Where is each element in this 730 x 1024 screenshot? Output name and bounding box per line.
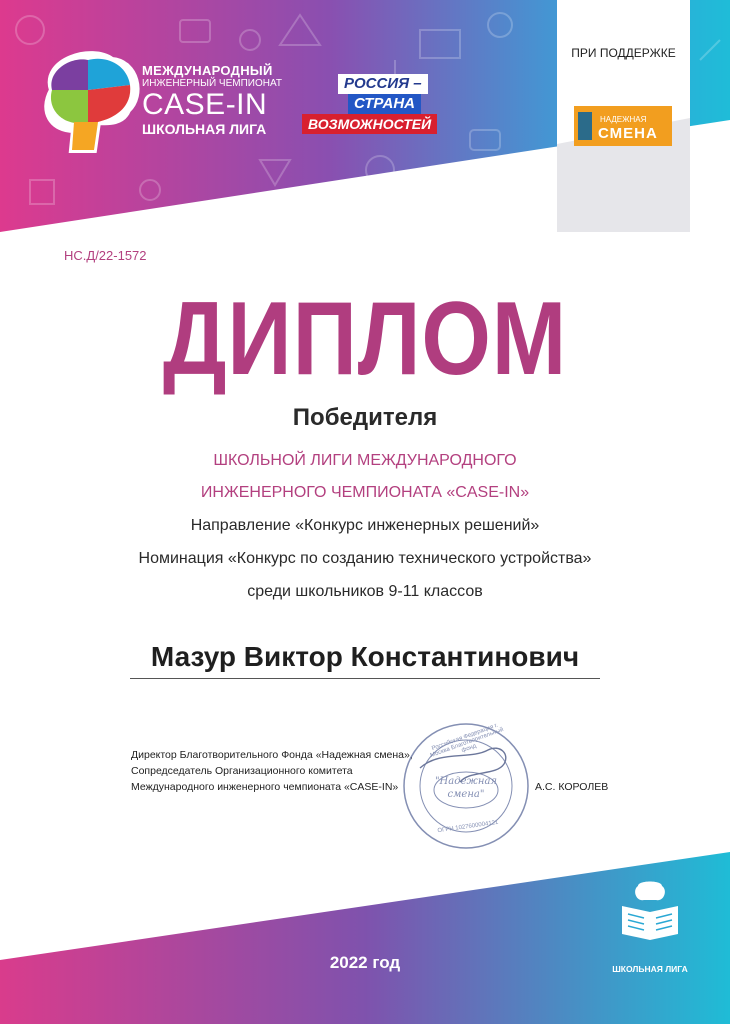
sponsor-small-text: НАДЕЖНАЯ [600, 115, 647, 124]
sponsor-big-text: СМЕНА [598, 125, 658, 142]
signer-line1: Директор Благотворительного Фонда «Надежная смена», [131, 749, 413, 761]
russia-line2: СТРАНА [348, 94, 421, 114]
diploma-subtitle: Победителя [292, 404, 438, 431]
open-book-icon [608, 880, 692, 944]
russia-line3: ВОЗМОЖНОСТЕЙ [302, 114, 437, 134]
school-league-label: ШКОЛЬНАЯ ЛИГА [612, 964, 688, 974]
stamp-ogrn: ОГРН 1027600004121 [437, 819, 499, 835]
signer-block [131, 747, 413, 795]
organization-stamp [400, 720, 532, 852]
document-number: НС.Д/22-1572 [64, 248, 147, 263]
logo-line3: CASE-IN [142, 88, 268, 121]
signer-line2: Сопредседатель Организационного комитета [131, 765, 353, 777]
signature-scribble [400, 720, 532, 852]
school-league-logo [608, 880, 692, 976]
russia-badge [300, 74, 465, 136]
league-line1: ШКОЛЬНОЙ ЛИГИ МЕЖДУНАРОДНОГО [213, 452, 517, 469]
sponsor-logo [574, 106, 672, 146]
russia-line1: РОССИЯ – [338, 74, 428, 94]
sponsor-mark-icon [578, 112, 592, 140]
audience-text: среди школьников 9-11 классов [247, 583, 483, 600]
logo-line1: МЕЖДУНАРОДНЫЙ [142, 63, 273, 78]
signer-line3: Международного инженерного чемпионата «CASE-IN» [131, 781, 399, 793]
logo-line2: ИНЖЕНЕРНЫЙ ЧЕМПИОНАТ [142, 78, 282, 89]
recipient-name: Мазур Виктор Константинович [150, 641, 580, 672]
stamp-center-line2: смена" [447, 789, 485, 800]
direction-text: Направление «Конкурс инженерных решений» [190, 517, 540, 534]
league-line2: ИНЖЕНЕРНОГО ЧЕМПИОНАТА «CASE-IN» [200, 484, 530, 501]
diploma-year: 2022 год [329, 953, 401, 972]
recipient-underline [130, 678, 600, 679]
stamp-center-line1: "Надежная [434, 776, 498, 787]
nomination-text: Номинация «Конкурс по созданию технического устройства» [138, 550, 592, 567]
support-label: ПРИ ПОДДЕРЖКЕ [571, 46, 676, 60]
brain-icon [32, 50, 144, 158]
logo-line4: ШКОЛЬНАЯ ЛИГА [142, 121, 267, 137]
stamp-ring-text: Российская Федерация г. Москва Благотворительный фонд [429, 722, 505, 760]
signer-name: А.С. КОРОЛЕВ [535, 781, 609, 793]
case-in-logo [32, 50, 282, 160]
diploma-title: ДИПЛОМ [162, 281, 568, 397]
